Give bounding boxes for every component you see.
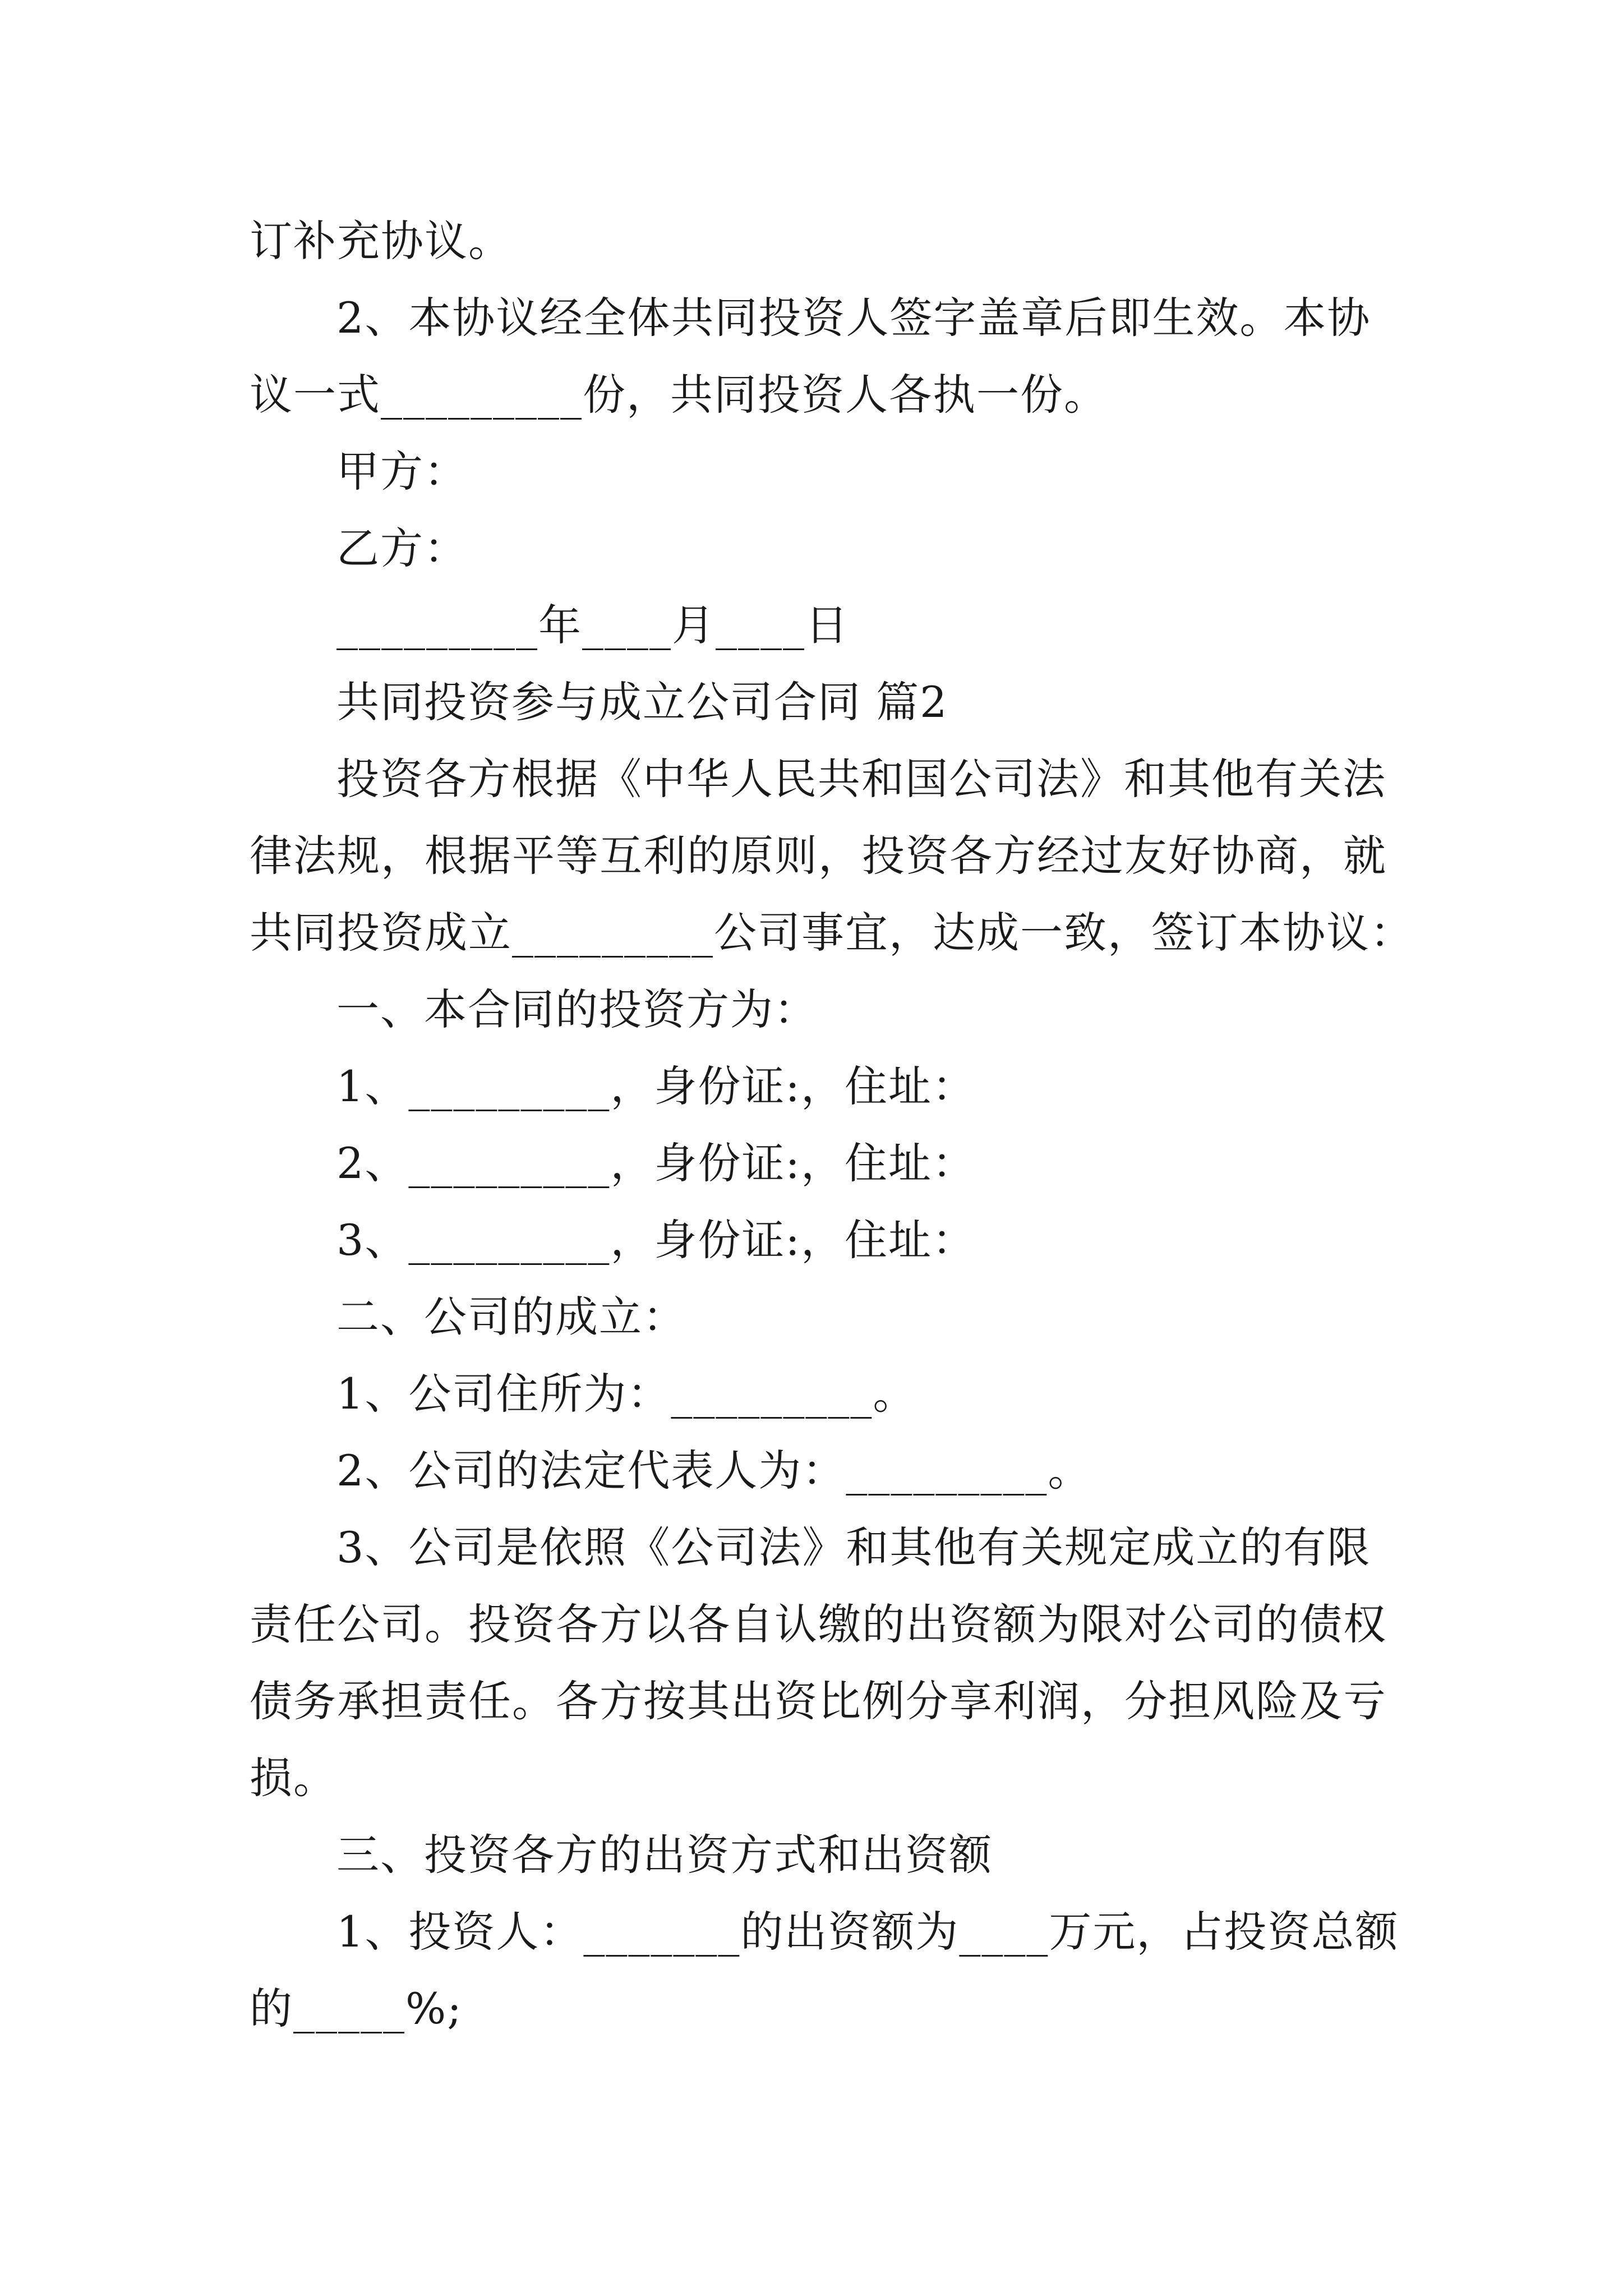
section-title: 共同投资参与成立公司合同 篇2 bbox=[336, 677, 948, 727]
investor-line: 3、_________，身份证:，住址： bbox=[336, 1215, 976, 1265]
text-line: 债务承担责任。各方按其出资比例分享利润，分担风险及亏 bbox=[250, 1676, 1387, 1726]
text-line: 责任公司。投资各方以各自认缴的出资额为限对公司的债权 bbox=[250, 1599, 1387, 1649]
date-line: _________年____月____日 bbox=[336, 600, 849, 650]
text-line: 损。 bbox=[250, 1753, 337, 1803]
text-line: 议一式_________份，共同投资人各执一份。 bbox=[250, 370, 1108, 420]
text-line: 1、公司住所为：_________。 bbox=[336, 1369, 917, 1419]
party-b-label: 乙方： bbox=[336, 523, 468, 573]
text-line: 的_____%; bbox=[250, 1984, 463, 2033]
party-a-label: 甲方： bbox=[336, 447, 468, 496]
clause-heading: 三、投资各方的出资方式和出资额 bbox=[336, 1830, 993, 1880]
clause-heading: 二、公司的成立： bbox=[336, 1292, 686, 1342]
text-line: 律法规，根据平等互利的原则，投资各方经过友好协商，就 bbox=[250, 831, 1387, 881]
text-line: 2、公司的法定代表人为：_________。 bbox=[336, 1446, 1092, 1496]
investor-line: 1、_________，身份证:，住址： bbox=[336, 1061, 976, 1111]
text-line: 共同投资成立_________公司事宜，达成一致，签订本协议： bbox=[250, 908, 1414, 958]
investor-line: 2、_________，身份证:，住址： bbox=[336, 1138, 976, 1188]
text-line: 订补充协议。 bbox=[250, 216, 512, 266]
text-line: 投资各方根据《中华人民共和国公司法》和其他有关法 bbox=[336, 754, 1386, 804]
text-line: 3、公司是依照《公司法》和其他有关规定成立的有限 bbox=[336, 1522, 1371, 1572]
clause-heading: 一、本合同的投资方为： bbox=[336, 984, 818, 1034]
text-line: 2、本协议经全体共同投资人签字盖章后即生效。本协 bbox=[336, 293, 1371, 343]
text-line: 1、投资人：_______的出资额为____万元，占投资总额 bbox=[336, 1907, 1399, 1957]
